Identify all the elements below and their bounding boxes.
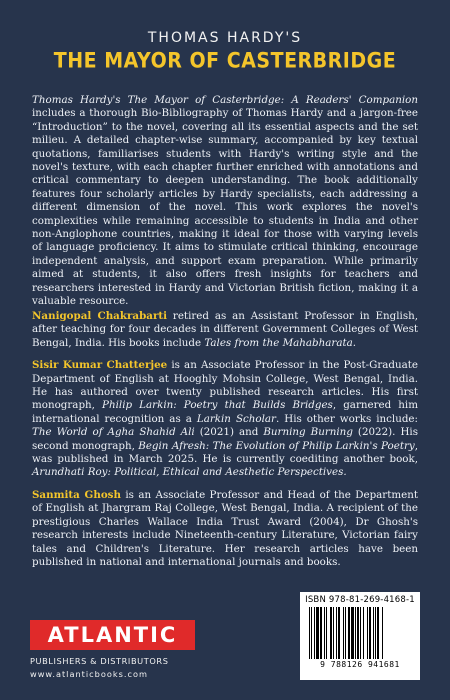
bio-text: is an Associate Professor and Head of the Department of English at Jhargram Raj College, West Bengal, India. A recipient of the prestigious Charles Wallace India Trust Award (2004), Dr Ghosh's research interests include Nineteenth-century Literature, Victorian fairy tales and Children's Literature. Her research articles have been published in national and international journals and books.	[32, 488, 418, 568]
description-text: includes a thorough Bio-Bibliography of Thomas Hardy and a jargon-free “Introduction” to the novel, covering all its essential aspects and the set milieu. A detailed chapter-wise summary, accompanied by key textual quotations, familiarises students with Hardy's writing style and the novel's texture, with each chapter further enriched with annotations and critical commentary to deepen understanding. The book additionally features four scholarly articles by Hardy specialists, each addressing a different dimension of the novel. This work explores the novel's complexities while remaining accessible to students in India and other non-Anglophone countries, making it ideal for those with varying levels of language proficiency. It aims to stimulate critical thinking, encourage independent analysis, and support exam preparation. While primarily aimed at students, it also offers fresh insights for teachers and researchers interested in Hardy and Victorian British fiction, making it a valuable resource.	[32, 107, 418, 308]
bio-text: (2021) and	[194, 426, 264, 439]
book-reference: The World of Agha Shahid Ali	[32, 426, 195, 439]
bio-chakrabarti	[32, 310, 418, 350]
book-title-italic: Thomas Hardy's The Mayor of Casterbridge: A Readers' Companion	[32, 94, 418, 106]
bio-ghosh	[32, 489, 418, 569]
book-description	[32, 94, 418, 309]
book-reference: Philip Larkin: Poetry that Builds Bridges	[102, 399, 333, 412]
book-reference: Begin Afresh: The Evolution of Philip Larkin's Poetry	[138, 439, 415, 452]
author-name: Nanigopal Chakrabarti	[32, 310, 168, 322]
bio-text: (2022). His second monograph,	[32, 426, 419, 452]
book-reference: Larkin Scholar	[196, 412, 276, 425]
author-name: Sanmita Ghosh	[32, 488, 121, 501]
isbn-barcode	[300, 592, 420, 680]
publisher-website: www.atlanticbooks.com	[30, 669, 148, 679]
bio-text: retired as an Assistant Professor in English, after teaching for four decades in different Government Colleges of West Bengal, India. His books include	[32, 310, 419, 349]
bio-text: , garnered him international recognition as a	[32, 399, 418, 425]
publisher-name: PUBLISHERS & DISTRIBUTORS	[30, 656, 169, 666]
isbn-label: ISBN 978-81-269-4168-1	[305, 595, 415, 605]
book-reference: Arundhati Roy: Political, Ethical and Aesthetic Perspectives.	[32, 466, 347, 479]
bio-text: , was published in March 2025. He is currently coediting another book,	[32, 439, 418, 466]
bio-text: . His other works include:	[275, 412, 418, 425]
barcode-icon	[308, 607, 412, 659]
publisher-logo: ATLANTIC	[30, 620, 195, 650]
series-heading: THOMAS HARDY'S	[147, 30, 303, 46]
author-name: Sisir Kumar Chatterjee	[32, 359, 168, 372]
bio-chatterjee	[32, 359, 418, 480]
bio-text: is an Associate Professor in the Post-Graduate Department of English at Hooghly Mohsin College, West Bengal, India. He has authored over twenty published research articles. His first monograph,	[32, 359, 418, 412]
author-bios	[32, 310, 418, 578]
book-reference: Tales from the Mahabharata.	[204, 336, 357, 349]
barcode-digits: 9 788126 941681	[320, 660, 400, 669]
book-title: THE MAYOR OF CASTERBRIDGE	[53, 48, 397, 74]
book-reference: Burning Burning	[263, 426, 353, 439]
